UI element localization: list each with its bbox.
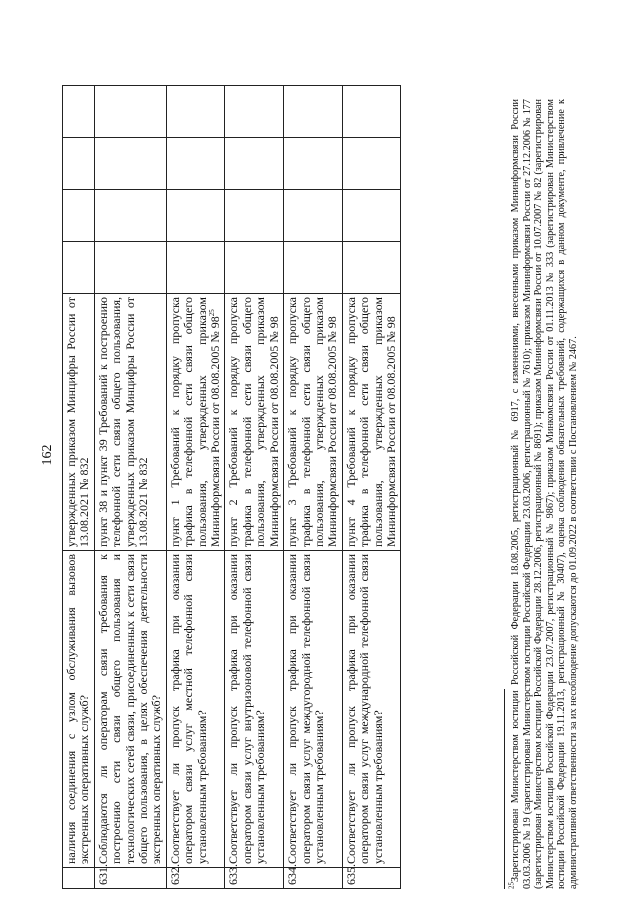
table-row xyxy=(94,86,166,889)
table-row xyxy=(284,86,343,889)
empty-cell xyxy=(63,242,95,294)
table-row xyxy=(63,86,95,889)
empty-cell xyxy=(342,86,401,138)
question-cell: наличия соединения с узлом обслуживания вызовов экстренных оперативных служб? xyxy=(63,551,95,868)
empty-cell xyxy=(284,86,343,138)
empty-cell xyxy=(225,242,284,294)
legal-basis-text: пункт 1 Требований к порядку пропуска трафика в телефонной сети связи общего пользования, утвержденных приказом Мининформсвязи России от 08.08.2005 № 98 xyxy=(167,297,223,547)
empty-cell xyxy=(225,86,284,138)
empty-cell xyxy=(63,138,95,190)
question-cell: Соответствует ли пропуск трафика при оказании оператором связи услуг местной телефонной связи установленным требованиям? xyxy=(166,551,225,868)
empty-cell xyxy=(284,242,343,294)
row-number: 635. xyxy=(342,868,401,889)
footnote-mark: 25 xyxy=(507,882,516,889)
empty-cell xyxy=(166,86,225,138)
row-number: 632. xyxy=(166,868,225,889)
footnote-text: Зарегистрирован Министерством юстиции Российской Федерации 18.08.2005, регистрационный № 6917, с изменениями, внесенными приказом Мининформсвязи России 03.03.2006 № 19 (зарегистрирован Министерством юстиции Российской Федерации 23.03.2006, регистрационный № 7610); приказом Мининформсвязи России от 27.12.2006 № 177 (зарегистрирован Министерством юстиции Российской Федерации 28.12.2006, регистрационный № 8691); приказом Мининформсвязи России от 10.07.2007 № 82 (зарегистрирован Министерством юстиции Российской Федерации 23.07.2007, регистрационный № 9867); приказом Минкомсвязи России от 01.11.2013 № 333 (зарегистрирован Министерством юстиции Российской Федерации 19.11.2013, регистрационный № 30407), оценка соблюдения обязательных требований, содержащихся в данном документе, привлечение к административной ответственности за их несоблюдение допускаются до 01.09.2022 в соответствии с Постановлением № 2467. xyxy=(510,99,579,889)
empty-cell xyxy=(94,138,166,190)
requirements-table xyxy=(62,85,401,889)
row-number: 634. xyxy=(284,868,343,889)
legal-basis-text: пункт 38 и пункт 39 Требований к построению телефонной сети связи общего пользования, утвержденных приказом Минцифры России от 13.08.2021 № 832 xyxy=(95,297,151,547)
empty-cell xyxy=(94,190,166,242)
empty-cell xyxy=(342,190,401,242)
legal-basis-cell xyxy=(284,294,343,551)
legal-basis-text: утвержденных приказом Минцифры России от 13.08.2021 № 832 xyxy=(64,297,92,547)
empty-cell xyxy=(225,138,284,190)
empty-cell xyxy=(284,138,343,190)
empty-cell xyxy=(342,138,401,190)
empty-cell xyxy=(342,242,401,294)
question-cell: Соответствует ли пропуск трафика при оказании оператором связи услуг междугородной телефонной связи установленным требованиям? xyxy=(284,551,343,868)
empty-cell xyxy=(94,86,166,138)
empty-cell xyxy=(63,190,95,242)
empty-cell xyxy=(166,190,225,242)
legal-basis-text: пункт 3 Требований к порядку пропуска трафика в телефонной сети связи общего пользования, утвержденных приказом Мининформсвязи России от 08.08.2005 № 98 xyxy=(285,297,340,547)
empty-cell xyxy=(94,242,166,294)
legal-basis-cell xyxy=(94,294,166,551)
page-number: 162 xyxy=(40,444,55,466)
question-cell: Соответствует ли пропуск трафика при оказании оператором связи услуг международной телефонной связи установленным требованиям? xyxy=(342,551,401,868)
table-row xyxy=(225,86,284,889)
row-number: 631. xyxy=(94,868,166,889)
legal-basis-text: пункт 4 Требований к порядку пропуска трафика в телефонной сети связи общего пользования, утвержденных приказом Мининформсвязи России от 08.08.2005 № 98 xyxy=(343,297,398,547)
question-cell: Соответствует ли пропуск трафика при оказании оператором связи услуг внутризоновой телефонной связи установленным требованиям? xyxy=(225,551,284,868)
footnote xyxy=(507,99,580,889)
footnote-divider xyxy=(504,689,505,889)
legal-basis-cell xyxy=(63,294,95,551)
legal-basis-cell xyxy=(342,294,401,551)
empty-cell xyxy=(225,190,284,242)
row-number xyxy=(63,868,95,889)
empty-cell xyxy=(166,242,225,294)
legal-basis-text: пункт 2 Требований к порядку пропуска трафика в телефонной сети связи общего пользования, утвержденных приказом Мининформсвязи России от 08.08.2005 № 98 xyxy=(226,297,281,547)
empty-cell xyxy=(284,190,343,242)
footnote-reference: 25 xyxy=(208,309,217,317)
question-cell: Соблюдаются ли операторам связи требования к построению сети связи общего пользования и технологических сетей связи, присоединенных к сети связи общего пользования, в целях обеспечения деятельности экстренных оперативных служб? xyxy=(94,551,166,868)
legal-basis-cell xyxy=(225,294,284,551)
empty-cell xyxy=(63,86,95,138)
empty-cell xyxy=(166,138,225,190)
row-number: 633. xyxy=(225,868,284,889)
table-row xyxy=(342,86,401,889)
table-row xyxy=(166,86,225,889)
legal-basis-cell xyxy=(166,294,225,551)
